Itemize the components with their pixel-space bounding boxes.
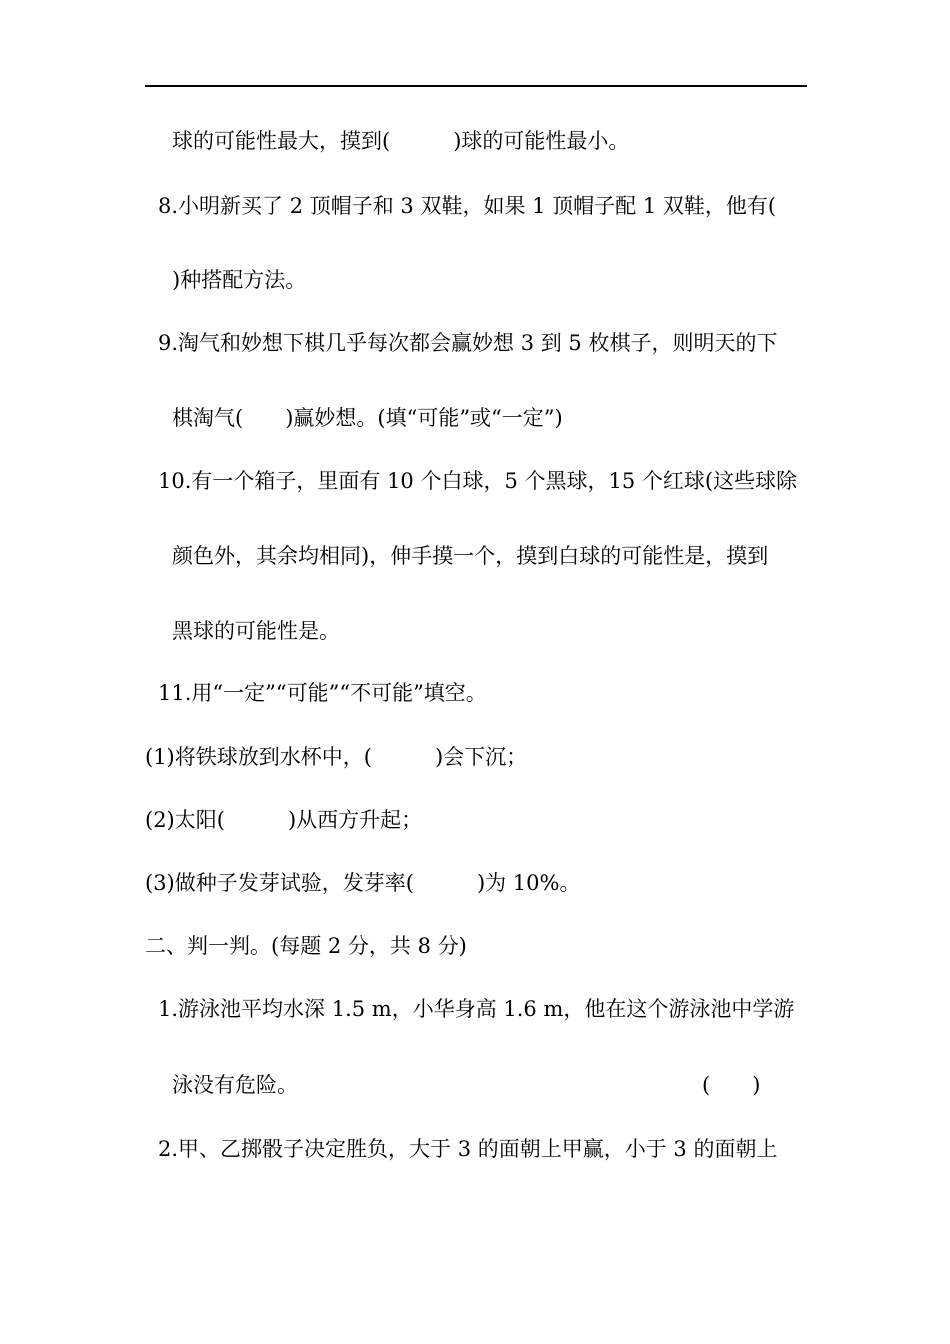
text-line: 棋淘气( )赢妙想。(填“可能”或“一定”) xyxy=(172,406,563,430)
text-line: )种搭配方法。 xyxy=(172,268,307,292)
judge-question-2: 2.甲、乙掷骰子决定胜负，大于 3 的面朝上甲赢，小于 3 的面朝上 xyxy=(158,1137,778,1161)
subquestion-1: (1)将铁球放到水杯中，( )会下沉； xyxy=(145,745,528,769)
subquestion-3: (3)做种子发芽试验，发芽率( )为 10%。 xyxy=(145,871,581,895)
question-9: 9.淘气和妙想下棋几乎每次都会赢妙想 3 到 5 枚棋子，则明天的下 xyxy=(158,331,778,355)
section-heading: 二、判一判。(每题 2 分，共 8 分) xyxy=(145,934,467,958)
answer-bracket: ( ) xyxy=(702,1073,761,1097)
text-line: 颜色外，其余均相同)，伸手摸一个，摸到白球的可能性是，摸到 xyxy=(172,544,769,568)
text-line: 黑球的可能性是。 xyxy=(172,619,340,643)
question-8: 8.小明新买了 2 顶帽子和 3 双鞋，如果 1 顶帽子配 1 双鞋，他有( xyxy=(158,194,777,218)
question-11: 11.用“一定”“可能”“不可能”填空。 xyxy=(158,681,487,705)
text-line: 球的可能性最大，摸到( )球的可能性最小。 xyxy=(172,129,630,153)
header-rule xyxy=(145,85,807,87)
text-line: 泳没有危险。 xyxy=(172,1073,298,1097)
question-10: 10.有一个箱子，里面有 10 个白球，5 个黑球，15 个红球(这些球除 xyxy=(158,469,798,493)
judge-question-1: 1.游泳池平均水深 1.5 m，小华身高 1.6 m，他在这个游泳池中学游 xyxy=(158,997,795,1021)
subquestion-2: (2)太阳( )从西方升起； xyxy=(145,808,423,832)
